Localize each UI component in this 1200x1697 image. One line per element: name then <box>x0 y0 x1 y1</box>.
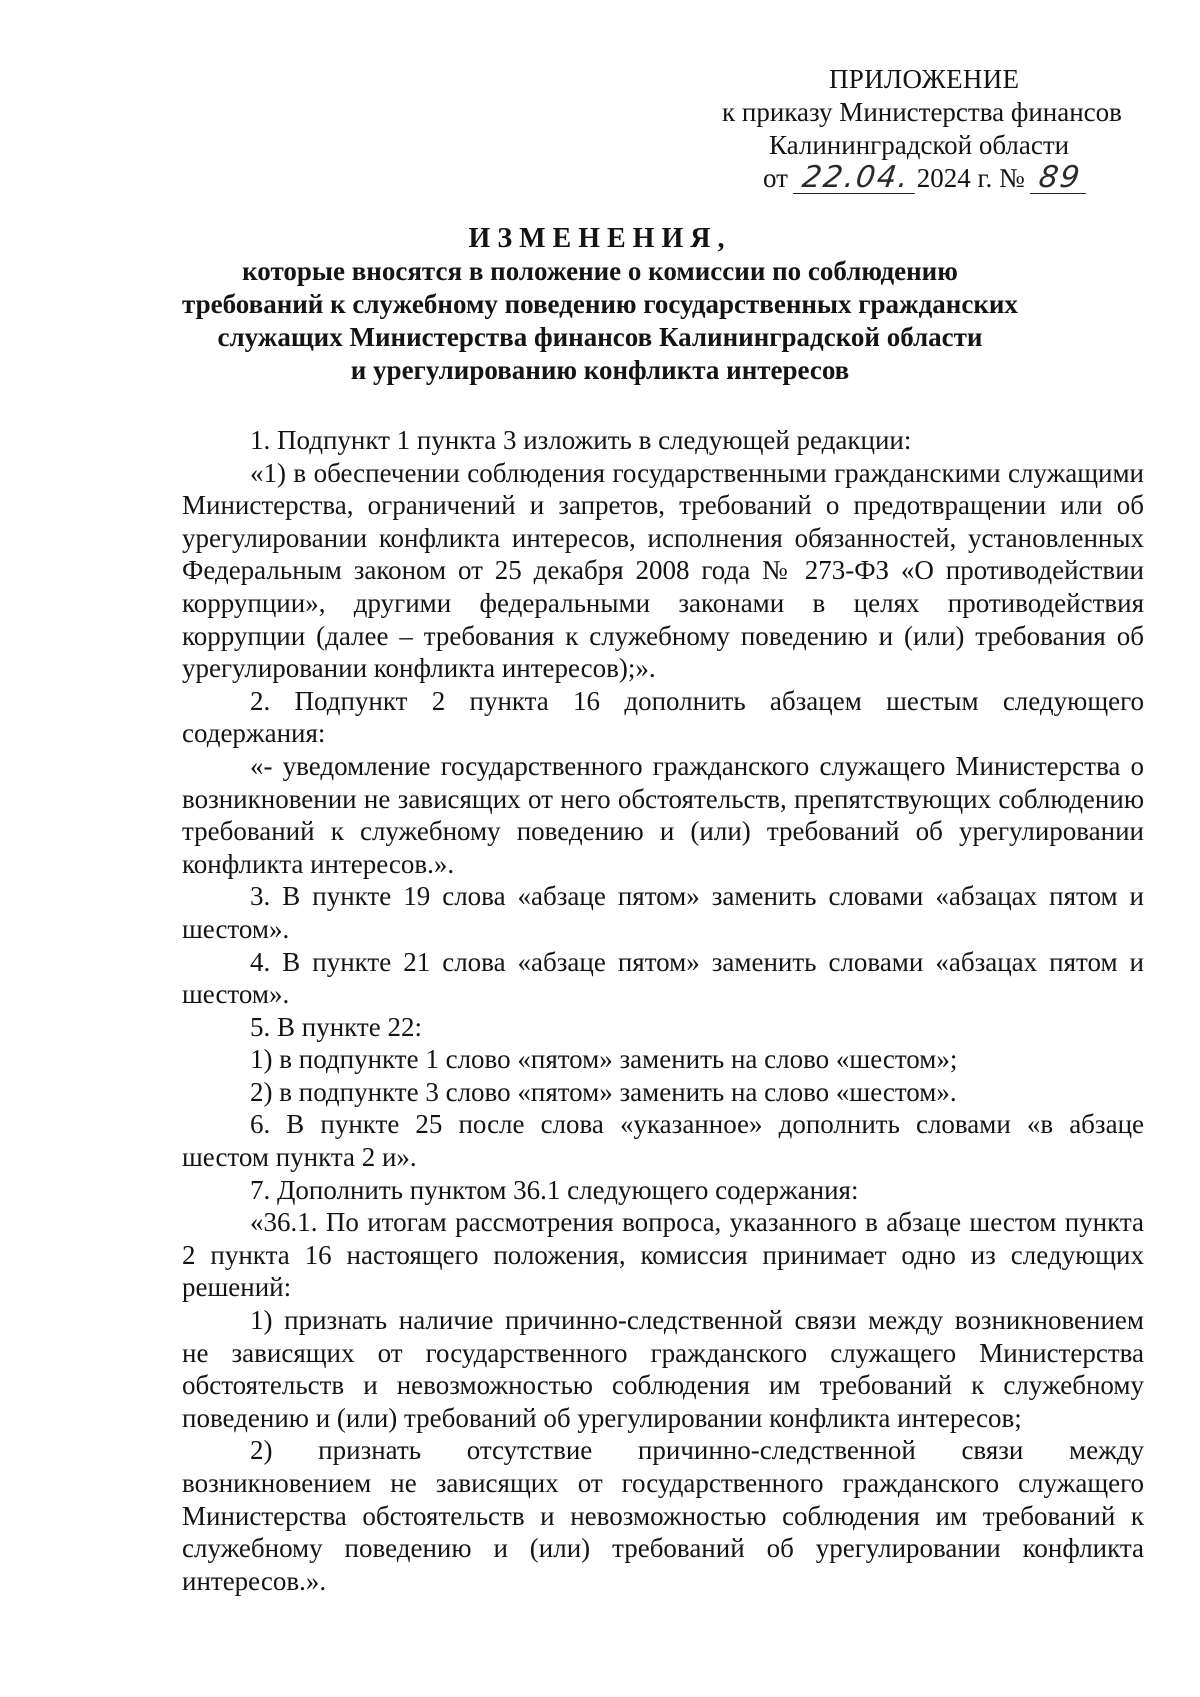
document-title: ИЗМЕНЕНИЯ, <box>468 223 732 254</box>
paragraph: 7. Дополнить пунктом 36.1 следующего содержания: <box>250 1174 859 1205</box>
paragraph: «1) в обеспечении соблюдения государственными гражданскими служащими Министерства, ограничений и запретов, требований о предотвращении или об урегулировании конфликта интересов, исполнения обязанностей, установленных Федеральным законом от 25 декабря 2008 года № 273-ФЗ «О противодействии коррупции», другими федеральными законами в целях противодействия коррупции (далее – требования к служебному поведению и (или) требования об урегулировании конфликта интересов);». <box>182 457 1144 684</box>
paragraph: 2. Подпункт 2 пункта 16 дополнить абзацем шестым следующего содержания: <box>182 685 1144 749</box>
paragraph: 1) в подпункте 1 слово «пятом» заменить на слово «шестом»; <box>250 1044 958 1075</box>
paragraph: 2) признать отсутствие причинно-следственной связи между возникновением не зависящих от государственного гражданского служащего Министерства обстоятельств и невозможностью соблюдения им требований к служебному поведению и (или) требований об урегулировании конфликта интересов.». <box>182 1435 1144 1596</box>
paragraph: 1) признать наличие причинно-следственной связи между возникновением не зависящих от государственного гражданского служащего Министерства обстоятельств и невозможностью соблюдения им требований к служебному поведению и (или) требований об урегулировании конфликта интересов; <box>182 1305 1144 1433</box>
appendix-date-line <box>763 161 1088 195</box>
paragraph: «36.1. По итогам рассмотрения вопроса, указанного в абзаце шестом пункта 2 пункта 16 настоящего положения, комиссия принимает одно из следующих решений: <box>182 1207 1144 1303</box>
document-subtitle-line-3: служащих Министерства финансов Калининградской области <box>217 322 983 352</box>
document-subtitle-line-2: требований к служебному поведению государственных гражданских <box>182 289 1018 319</box>
handwritten-number: 89 <box>1029 163 1089 194</box>
date-suffix: 2024 г. № <box>916 163 1025 193</box>
paragraph: 4. В пункте 21 слова «абзаце пятом» заменить словами «абзацах пятом и шестом». <box>182 946 1144 1010</box>
paragraph: 5. В пункте 22: <box>250 1011 422 1042</box>
appendix-region-line: Калининградской области <box>769 130 1070 160</box>
handwritten-date: 22.04. <box>793 163 919 194</box>
paragraph: «- уведомление государственного гражданского служащего Министерства о возникновении не зависящих от него обстоятельств, препятствующих соблюдению требований к служебному поведению и (или) требований об урегулировании конфликта интересов.». <box>182 750 1144 879</box>
document-body <box>182 424 1144 1597</box>
paragraph: 3. В пункте 19 слова «абзаце пятом» заменить словами «абзацах пятом и шестом». <box>182 881 1144 944</box>
paragraph: 2) в подпункте 3 слово «пятом» заменить на слово «шестом». <box>250 1076 957 1107</box>
appendix-title: ПРИЛОЖЕНИЕ <box>829 64 1020 94</box>
document-subtitle-line-4: и урегулированию конфликта интересов <box>350 355 850 385</box>
paragraph: 1. Подпункт 1 пункта 3 изложить в следующей редакции: <box>250 425 912 455</box>
date-prefix: от <box>763 163 788 193</box>
paragraph: 6. В пункте 25 после слова «указанное» дополнить словами «в абзаце шестом пункта 2 и». <box>182 1109 1144 1173</box>
appendix-order-line: к приказу Министерства финансов <box>722 97 1122 127</box>
document-subtitle-line-1: которые вносятся в положение о комиссии по соблюдению <box>242 256 958 286</box>
